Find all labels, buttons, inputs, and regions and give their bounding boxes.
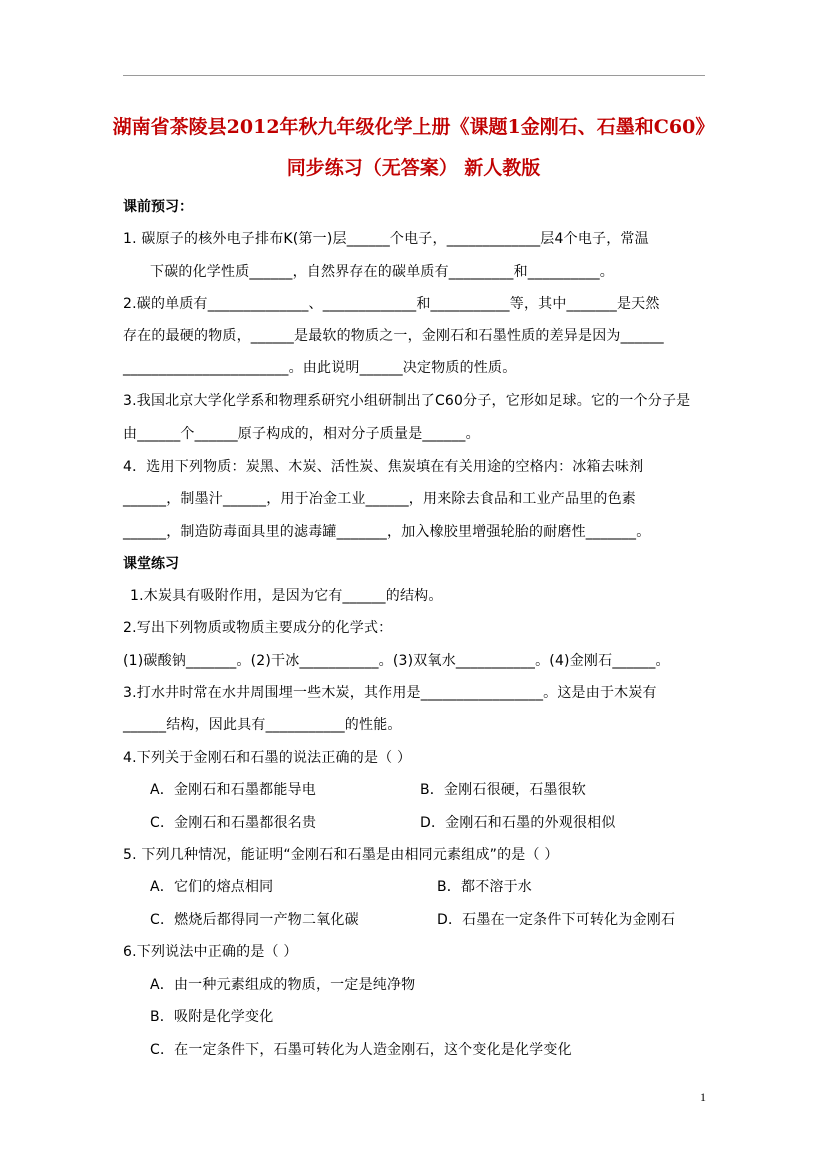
classwork-q5: 5. 下列几种情况，能证明“金刚石和石墨是由相同元素组成”的是（ ） — [123, 847, 559, 863]
preview-q1-line2: 下碳的化学性质______，自然界存在的碳单质有_________和__________。 — [150, 264, 614, 280]
preview-q2-line1: 2.碳的单质有______________、_____________和___________等，其中_______是天然 — [123, 296, 660, 312]
preview-q4-line1: 4．选用下列物质：炭黑、木炭、活性炭、焦炭填在有关用途的空格内：冰箱去味剂 — [123, 459, 644, 475]
classwork-q4-option-c: C．金刚石和石墨都很名贵 — [150, 815, 317, 831]
preview-q2-line2: 存在的最硬的物质，______是最软的物质之一，金刚石和石墨性质的差异是因为______ — [123, 328, 664, 344]
classwork-q3-line1: 3.打水井时常在水井周围埋一些木炭，其作用是_________________。这是由于木炭有 — [123, 685, 657, 701]
preview-q3-line1: 3.我国北京大学化学系和物理系研究小组研制出了C60分子，它形如足球。它的一个分子是 — [123, 393, 691, 409]
classwork-q4-option-a: A．金刚石和石墨都能导电 — [150, 782, 316, 798]
classwork-q5-option-a: A．它们的熔点相同 — [150, 879, 274, 895]
classwork-q6-option-c: C．在一定条件下，石墨可转化为人造金刚石，这个变化是化学变化 — [150, 1042, 572, 1058]
classwork-q4-option-b: B．金刚石很硬，石墨很软 — [420, 782, 587, 798]
document-title-line1: 湖南省茶陵县2012年秋九年级化学上册《课题1金刚石、石墨和C60》 — [112, 116, 715, 138]
preview-q2-line3: _______________________。由此说明______决定物质的性质。 — [123, 360, 517, 376]
classwork-q2-items: (1)碳酸钠_______。(2)干冰___________。(3)双氧水___________。(4)金刚石______。 — [123, 653, 670, 669]
classwork-q4: 4.下列关于金刚石和石墨的说法正确的是（ ） — [123, 750, 412, 766]
page-number: 1 — [700, 1090, 706, 1104]
document-title-line2: 同步练习（无答案） 新人教版 — [286, 157, 541, 179]
classwork-q6-option-b: B．吸附是化学变化 — [150, 1009, 274, 1025]
preview-q1-line1: 1. 碳原子的核外电子排布K(第一)层______个电子，_____________层4个电子，常温 — [123, 231, 649, 247]
classwork-q6: 6.下列说法中正确的是（ ） — [123, 944, 298, 960]
classwork-q1: 1.木炭具有吸附作用，是因为它有______的结构。 — [130, 588, 443, 604]
classwork-q5-option-d: D．石墨在一定条件下可转化为金刚石 — [437, 912, 676, 928]
classwork-q5-option-b: B．都不溶于水 — [437, 879, 533, 895]
header-rule — [123, 75, 705, 76]
classwork-q5-option-c: C．燃烧后都得同一产物二氧化碳 — [150, 912, 359, 928]
classwork-q2: 2.写出下列物质或物质主要成分的化学式： — [123, 620, 393, 636]
section-heading-classwork: 课堂练习 — [123, 556, 179, 572]
preview-q4-line3: ______，制造防毒面具里的滤毒罐_______，加入橡胶里增强轮胎的耐磨性_______。 — [123, 524, 651, 540]
preview-q4-line2: ______，制墨汁______，用于冶金工业______，用来除去食品和工业产品里的色素 — [123, 491, 636, 507]
classwork-q4-option-d: D．金刚石和石墨的外观很相似 — [420, 815, 616, 831]
preview-q3-line2: 由______个______原子构成的，相对分子质量是______。 — [123, 426, 480, 442]
classwork-q3-line2: ______结构，因此具有___________的性能。 — [123, 717, 402, 733]
classwork-q6-option-a: A．由一种元素组成的物质，一定是纯净物 — [150, 977, 416, 993]
section-heading-preview: 课前预习： — [123, 199, 193, 215]
